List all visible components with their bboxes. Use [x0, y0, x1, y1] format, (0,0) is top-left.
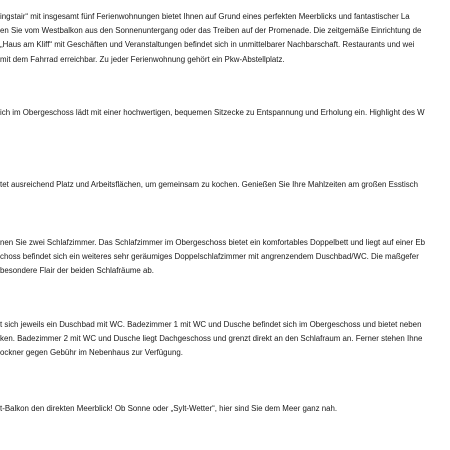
paragraph-kitchen: [0, 178, 450, 192]
text-line: ockner gegen Gebühr im Nebenhaus zur Verfügung.: [0, 348, 183, 358]
paragraph-bathrooms: [0, 318, 450, 361]
text-line: t-Balkon den direkten Meerblick! Ob Sonne oder „Sylt-Wetter“, hier sind Sie dem Meer ganz nah.: [0, 404, 338, 413]
paragraph-balcony: [0, 402, 450, 416]
text-line: „Haus am Kliff“ mit Geschäften und Veranstaltungen befindet sich in unmittelbarer Nachbarschaft. Restaurants und wei: [0, 40, 415, 50]
text-line: tet ausreichend Platz und Arbeitsflächen, um gemeinsam zu kochen. Genießen Sie Ihre Mahlzeiten am großen Esstisch: [0, 180, 418, 189]
text-line: t sich jeweils ein Duschbad mit WC. Badezimmer 1 mit WC und Dusche befindet sich im Obergeschoss und bietet neben: [0, 320, 422, 329]
text-line: choss befindet sich ein weiteres sehr geräumiges Doppelschlafzimmer mit angrenzendem Duschbad/WC. Die maßgefer: [0, 252, 419, 262]
text-line: ken. Badezimmer 2 mit WC und Dusche liegt Dachgeschoss und grenzt direkt an den Schlafraum an. Ferner stehen Ihne: [0, 334, 423, 344]
text-line: en Sie vom Westbalkon aus den Sonnenuntergang oder das Treiben auf der Promenade. Die zeitgemäße Einrichtung de: [0, 26, 422, 36]
paragraph-bedrooms: [0, 236, 450, 279]
text-line: ingstair“ mit insgesamt fünf Ferienwohnungen bietet Ihnen auf Grund eines perfekten Meerblicks und fantastischer La: [0, 12, 410, 21]
paragraph-intro: [0, 10, 450, 67]
text-line: besondere Flair der beiden Schlafräume ab.: [0, 266, 154, 276]
text-line: nen Sie zwei Schlafzimmer. Das Schlafzimmer im Obergeschoss bietet ein komfortables Doppelbett und liegt auf einer Eb: [0, 238, 425, 247]
text-line: ich im Obergeschoss lädt mit einer hochwertigen, bequemen Sitzecke zu Entspannung und Erholung ein. Highlight des W: [0, 108, 425, 117]
text-line: mit dem Fahrrad erreichbar. Zu jeder Ferienwohnung gehört ein Pkw-Abstellplatz.: [0, 54, 285, 64]
paragraph-living-room: [0, 106, 450, 120]
